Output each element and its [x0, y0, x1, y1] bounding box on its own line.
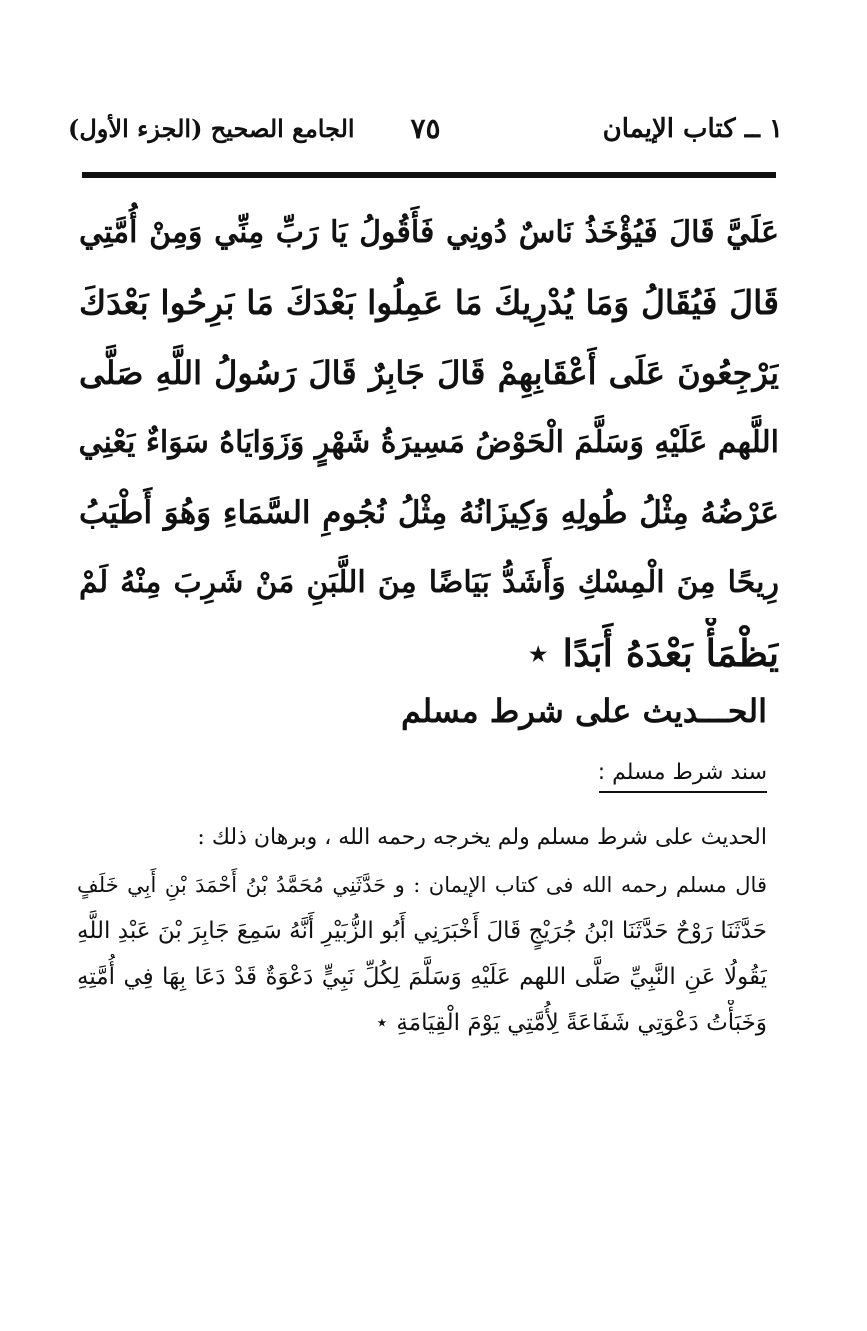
chapter-heading: ١ ــ كتاب الإيمان — [602, 114, 783, 144]
book-title: الجامع الصحيح (الجزء الأول) — [68, 114, 355, 143]
hadith-line: عَرْضُهُ مِثْلُ طُولِهِ وَكِيزَانُهُ مِثْلُ نُجُومِ السَّمَاءِ وَهُوَ أَطْيَبُ — [79, 495, 779, 531]
hadith-line: يَظْمَأْ بَعْدَهُ أَبَدًا ⋆ — [526, 631, 779, 675]
isnad-line: حَدَّثَنَا رَوْحٌ حَدَّثَنَا ابْنُ جُرَيْجٍ قَالَ أَخْبَرَنِي أَبُو الزُّبَيْرِ أَنَّهُ سَمِعَ جَابِرَ بْنَ عَبْدِ اللَّهِ — [77, 918, 767, 944]
hadith-line: عَلَيَّ قَالَ فَيُؤْخَذُ نَاسٌ دُونِي فَأَقُولُ يَا رَبِّ مِنِّي وَمِنْ أُمَّتِي — [79, 215, 779, 250]
running-header — [68, 110, 783, 154]
hadith-text — [79, 198, 779, 688]
commentary-text: الحديث على شرط مسلم ولم يخرجه رحمه الله ، وبرهان ذلك : — [197, 825, 767, 850]
section-title: الحـــديث على شرط مسلم — [401, 692, 767, 730]
hadith-line: يَرْجِعُونَ عَلَى أَعْقَابِهِمْ قَالَ جَابِرٌ قَالَ رَسُولُ اللَّهِ صَلَّى — [79, 354, 779, 392]
hadith-line: اللَّهم عَلَيْهِ وَسَلَّمَ الْحَوْضُ مَسِيرَةُ شَهْرٍ وَزَوَايَاهُ سَوَاءٌ يَعْنِي — [79, 425, 779, 460]
hadith-line: قَالَ فَيُقَالُ وَمَا يُدْرِيكَ مَا عَمِلُوا بَعْدَكَ مَا بَرِحُوا بَعْدَكَ — [79, 283, 779, 322]
isnad-subheading: سند شرط مسلم : — [599, 760, 767, 793]
hadith-line: رِيحًا مِنَ الْمِسْكِ وَأَشَدُّ بَيَاضًا مِنَ اللَّبَنِ مَنْ شَرِبَ مِنْهُ لَمْ — [79, 565, 779, 600]
isnad-text — [77, 862, 767, 1046]
isnad-line: وَخَبَأْتُ دَعْوَتِي شَفَاعَةً لِأُمَّتِي يَوْمَ الْقِيَامَةِ ⋆ — [374, 1010, 767, 1036]
header-divider — [82, 172, 776, 178]
isnad-line: يَقُولُا عَنِ النَّبِيِّ صَلَّى اللهم عَلَيْهِ وَسَلَّمَ لِكُلِّ نَبِيٍّ دَعْوَةٌ قَدْ دَعَا بِهَا فِي أُمَّتِهِ — [77, 964, 767, 990]
page-number: ٧٥ — [410, 112, 441, 145]
isnad-line: قال مسلم رحمه الله فى كتاب الإيمان : و حَدَّثَنِي مُحَمَّدُ بْنُ أَحْمَدَ بْنِ أَبِي خَلَفٍ — [77, 873, 767, 897]
